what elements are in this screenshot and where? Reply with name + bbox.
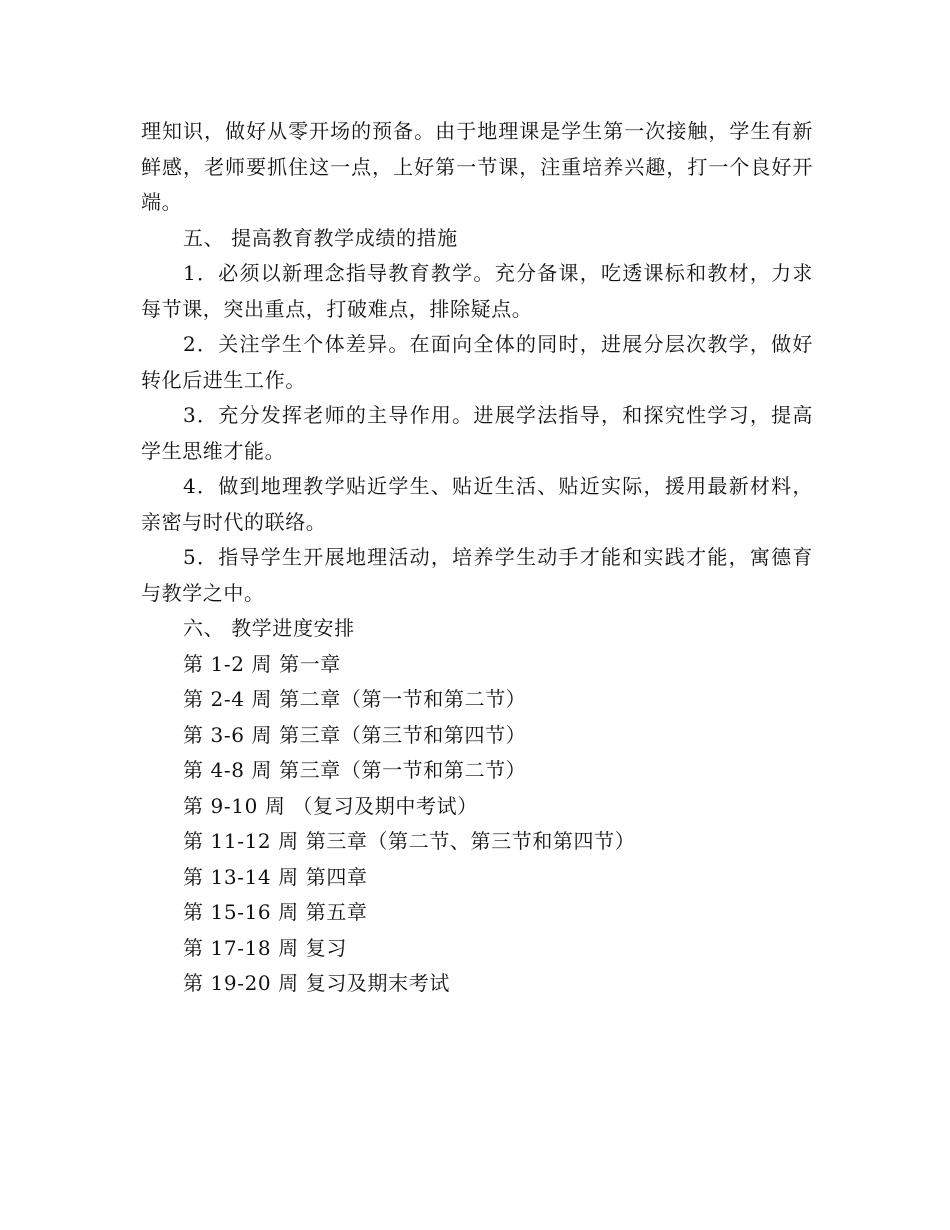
section-heading-measures: 五、 提高教育教学成绩的措施 (183, 225, 458, 250)
document-body (141, 114, 813, 1002)
schedule-line-8: 第 15-16 周 第五章 (183, 900, 368, 924)
schedule-line-4: 第 4-8 周 第三章（第一节和第二节） (183, 758, 527, 782)
schedule-line-1: 第 1-2 周 第一章 (183, 651, 341, 676)
schedule-line-3: 第 3-6 周 第三章（第三节和第四节） (183, 722, 527, 747)
measure-item-1: 1．必须以新理念指导教育教学。充分备课，吃透课标和教材，力求每节课，突出重点，打破难点，排除疑点。 (141, 261, 813, 321)
schedule-line-7: 第 13-14 周 第四章 (183, 864, 368, 889)
schedule-line-10: 第 19-20 周 复习及期末考试 (183, 971, 450, 995)
schedule-line-5: 第 9-10 周 （复习及期中考试） (183, 793, 478, 818)
intro-paragraph: 理知识，做好从零开场的预备。由于地理课是学生第一次接触，学生有新鲜感，老师要抓住这一点，上好第一节课，注重培养兴趣，打一个良好开端。 (141, 119, 813, 214)
schedule-line-6: 第 11-12 周 第三章（第二节、第三节和第四节） (183, 829, 636, 853)
measure-item-5: 5．指导学生开展地理活动，培养学生动手才能和实践才能，寓德育与教学之中。 (141, 545, 813, 605)
section-heading-schedule: 六、 教学进度安排 (183, 616, 355, 640)
measure-item-3: 3．充分发挥老师的主导作用。进展学法指导，和探究性学习，提高学生思维才能。 (141, 403, 813, 463)
schedule-line-2: 第 2-4 周 第二章（第一节和第二节） (183, 687, 527, 711)
measure-item-2: 2．关注学生个体差异。在面向全体的同时，进展分层次教学，做好转化后进生工作。 (141, 332, 813, 392)
schedule-line-9: 第 17-18 周 复习 (183, 935, 347, 960)
measure-item-4: 4．做到地理教学贴近学生、贴近生活、贴近实际，援用最新材料，亲密与时代的联络。 (141, 474, 813, 534)
